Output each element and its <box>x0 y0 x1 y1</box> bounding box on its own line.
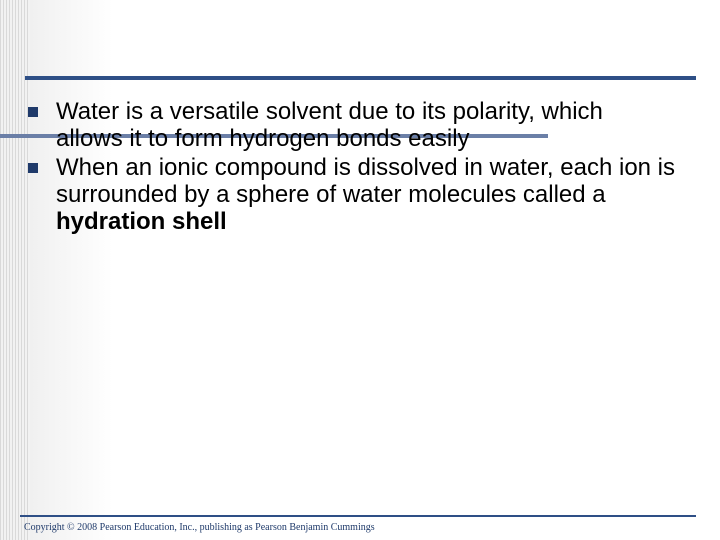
square-bullet-icon <box>28 163 38 173</box>
bullet-text-2-plain: When an ionic compound is dissolved in water, each ion is surrounded by a sphere of water molecules called a <box>56 154 676 208</box>
background-stripes <box>0 0 30 540</box>
slide-content <box>24 98 694 237</box>
copyright-footer: Copyright © 2008 Pearson Education, Inc., publishing as Pearson Benjamin Cummings <box>24 522 375 533</box>
bullet-text-2 <box>56 154 676 235</box>
bullet-text-1: Water is a versatile solvent due to its polarity, which allows it to form hydrogen bonds easily <box>56 98 603 152</box>
bottom-rule <box>20 515 696 517</box>
background-fade <box>30 0 720 540</box>
bullet-item-2 <box>24 154 694 235</box>
bullet-item-1 <box>24 98 694 152</box>
top-rule <box>25 76 696 80</box>
square-bullet-icon <box>28 107 38 117</box>
hydration-shell-term: hydration shell <box>56 208 227 235</box>
